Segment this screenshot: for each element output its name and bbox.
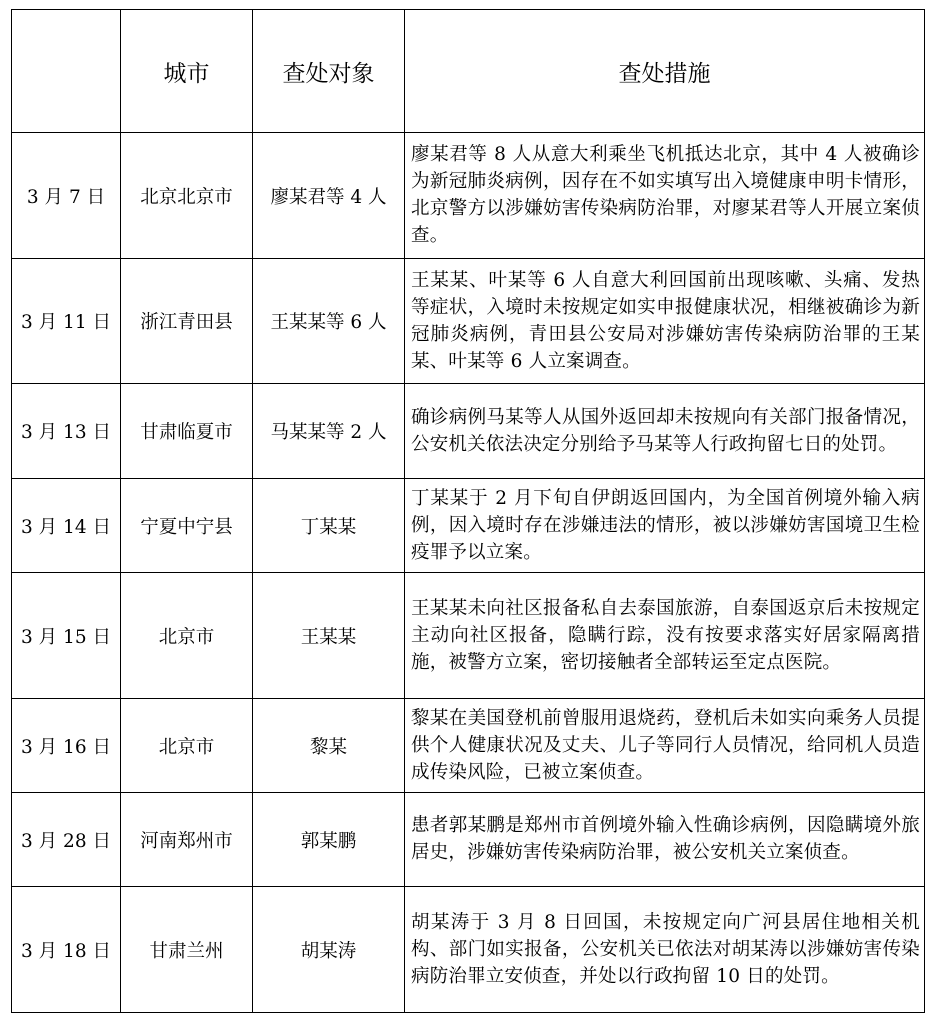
header-city: 城市 (121, 10, 253, 133)
subject-cell: 胡某涛 (253, 887, 405, 1013)
table-row (12, 699, 925, 793)
date-cell: 3 月 28 日 (12, 793, 121, 887)
table-row (12, 259, 925, 384)
measure-cell: 廖某君等 8 人从意大利乘坐飞机抵达北京，其中 4 人被确诊为新冠肺炎病例，因存在不如实填写出入境健康申明卡情形，北京警方以涉嫌妨害传染病防治罪，对廖某君等人开展立案侦查。 (405, 133, 925, 259)
measure-cell: 确诊病例马某等人从国外返回却未按规向有关部门报备情况，公安机关依法决定分别给予马某等人行政拘留七日的处罚。 (405, 384, 925, 479)
measure-cell: 王某某、叶某等 6 人自意大利回国前出现咳嗽、头痛、发热等症状，入境时未按规定如实申报健康状况，相继被确诊为新冠肺炎病例，青田县公安局对涉嫌妨害传染病防治罪的王某某、叶某等 6 人立案调查。 (405, 259, 925, 384)
city-cell: 浙江青田县 (121, 259, 253, 384)
measure-cell: 胡某涛于 3 月 8 日回国，未按规定向广河县居住地相关机构、部门如实报备，公安机关已依法对胡某涛以涉嫌妨害传染病防治罪立安侦查，并处以行政拘留 10 日的处罚。 (405, 887, 925, 1013)
subject-cell: 郭某鹏 (253, 793, 405, 887)
city-cell: 北京市 (121, 573, 253, 699)
date-cell: 3 月 11 日 (12, 259, 121, 384)
header-date (12, 10, 121, 133)
city-cell: 河南郑州市 (121, 793, 253, 887)
subject-cell: 廖某君等 4 人 (253, 133, 405, 259)
measure-cell: 黎某在美国登机前曾服用退烧药，登机后未如实向乘务人员提供个人健康状况及丈夫、儿子等同行人员情况，给同机人员造成传染风险，已被立案侦查。 (405, 699, 925, 793)
date-cell: 3 月 14 日 (12, 479, 121, 573)
table-header-row (12, 10, 925, 133)
table-row (12, 479, 925, 573)
city-cell: 北京北京市 (121, 133, 253, 259)
city-cell: 甘肃兰州 (121, 887, 253, 1013)
table-row (12, 793, 925, 887)
subject-cell: 马某某等 2 人 (253, 384, 405, 479)
case-table (11, 9, 925, 1013)
measure-cell: 患者郭某鹏是郑州市首例境外输入性确诊病例，因隐瞒境外旅居史，涉嫌妨害传染病防治罪，被公安机关立案侦查。 (405, 793, 925, 887)
table-row (12, 887, 925, 1013)
city-cell: 甘肃临夏市 (121, 384, 253, 479)
date-cell: 3 月 15 日 (12, 573, 121, 699)
table-row (12, 133, 925, 259)
subject-cell: 王某某等 6 人 (253, 259, 405, 384)
date-cell: 3 月 13 日 (12, 384, 121, 479)
city-cell: 宁夏中宁县 (121, 479, 253, 573)
header-measure: 查处措施 (405, 10, 925, 133)
measure-cell: 王某某未向社区报备私自去泰国旅游，自泰国返京后未按规定主动向社区报备，隐瞒行踪，没有按要求落实好居家隔离措施，被警方立案，密切接触者全部转运至定点医院。 (405, 573, 925, 699)
date-cell: 3 月 16 日 (12, 699, 121, 793)
document-page (11, 9, 925, 1013)
date-cell: 3 月 7 日 (12, 133, 121, 259)
measure-cell: 丁某某于 2 月下旬自伊朗返回国内，为全国首例境外输入病例，因入境时存在涉嫌违法的情形，被以涉嫌妨害国境卫生检疫罪予以立案。 (405, 479, 925, 573)
subject-cell: 丁某某 (253, 479, 405, 573)
subject-cell: 王某某 (253, 573, 405, 699)
subject-cell: 黎某 (253, 699, 405, 793)
table-row (12, 384, 925, 479)
date-cell: 3 月 18 日 (12, 887, 121, 1013)
header-subject: 查处对象 (253, 10, 405, 133)
city-cell: 北京市 (121, 699, 253, 793)
table-row (12, 573, 925, 699)
